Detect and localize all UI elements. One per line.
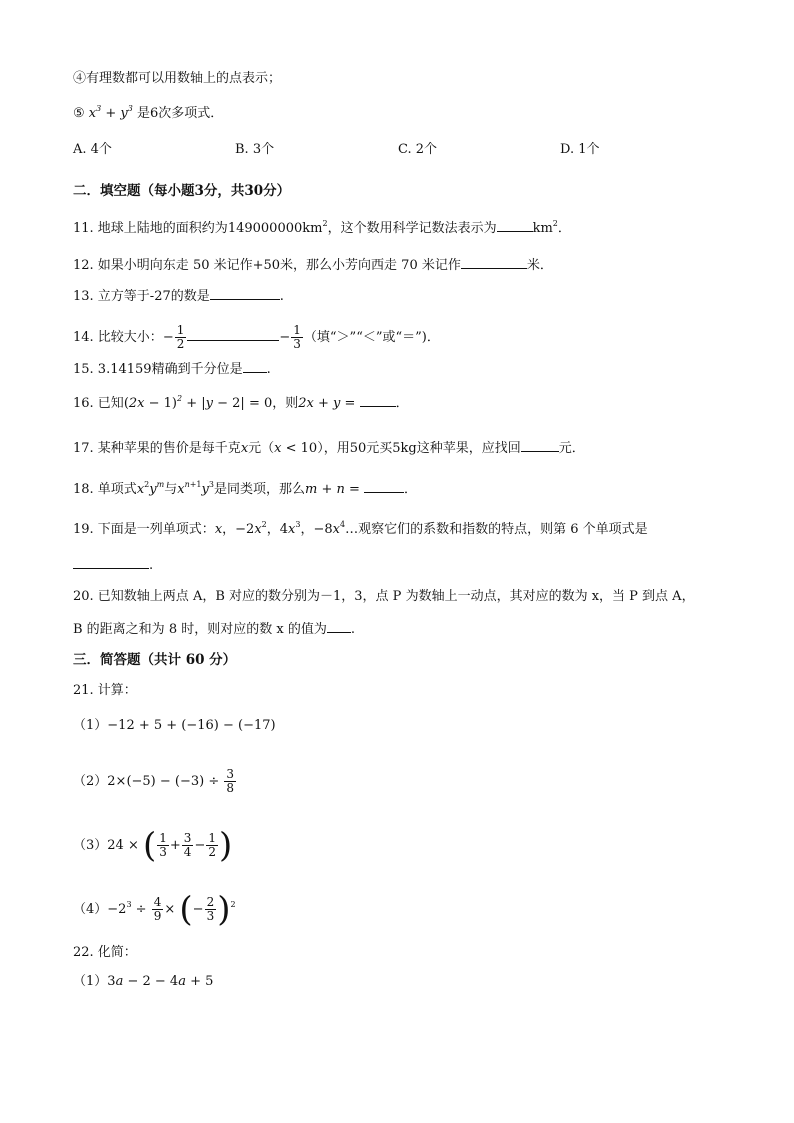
q21-part-3-label: （3） — [73, 838, 108, 853]
q21-part-4-expression: $-2^3$ ÷ $\frac{4}{9}$ × (− $\frac{2}{3}$ )$^2$ — [107, 889, 236, 930]
q20-end: . — [350, 622, 355, 637]
q21-part-4-label: （4） — [73, 902, 108, 917]
q18-text-c: 是同类项，那么 — [213, 482, 305, 497]
question-14: 14. 比较大小：− $\frac{1}{2}$ − $\frac{1}{3}$ （填“＞”“＜”或“＝”)． — [73, 323, 440, 351]
q21-part-1-label: （1） — [73, 718, 108, 733]
answer-options — [73, 141, 723, 159]
question-22-title: 22. 化简： — [73, 945, 137, 960]
q11-unit: km — [532, 221, 553, 236]
question-11: 11. 地球上陆地的面积约为$149000000km^2$，这个数用科学记数法表示为 $km^2$． — [73, 219, 571, 236]
q16-expression: 2x + y = — [298, 396, 356, 411]
q15-answer-blank[interactable] — [243, 360, 267, 373]
q16-text-mid: ，则 — [272, 396, 299, 411]
q13-text: 13. 立方等于-27的数是 — [73, 289, 210, 304]
question-13 — [73, 287, 284, 306]
q18-text-b: 与 — [164, 482, 178, 497]
q21-part-3-expression: 24 × ( $\frac{1}{3}$ + $\frac{3}{4}$ − $\frac{1}{2}$ ) — [107, 825, 233, 866]
q20-answer-blank[interactable] — [327, 620, 351, 633]
fraction-one-half: $\frac{1}{2}$ — [176, 323, 185, 351]
q17-text-c: ），用50元买5kg这种苹果，应找回 — [317, 441, 521, 456]
q18-monomial-1: $x^2y^m$ — [136, 480, 165, 497]
q15-end: . — [266, 362, 271, 377]
q18-end: ． — [404, 482, 418, 497]
q18-expression: m + n = — [304, 482, 360, 497]
question-12 — [73, 256, 553, 275]
q17-text: 17. 某种苹果的售价是每千克 — [73, 441, 241, 456]
option-d[interactable]: D. 1个 — [560, 142, 600, 157]
q11-text-b: ，这个数用科学记数法表示为 — [327, 221, 497, 236]
q12-end: 米． — [526, 258, 553, 273]
fraction-one-third: $\frac{1}{3}$ — [293, 323, 301, 351]
question-19-answer-line — [73, 556, 153, 575]
option-c[interactable]: C. 2个 — [398, 142, 438, 157]
question-19 — [73, 521, 648, 539]
question-21-title: 21. 计算： — [73, 683, 137, 698]
q20-text: B 的距离之和为 8 时，则对应的数 x 的值为 — [73, 622, 327, 637]
q18-text: 18. 单项式 — [73, 482, 137, 497]
q19-sequence: x，$-2x^2$，$4x^3$，$-8x^4$ — [214, 520, 346, 537]
q19-end: . — [149, 558, 154, 573]
q13-end: . — [279, 289, 284, 304]
q11-text: 11. 地球上陆地的面积约为 — [73, 221, 228, 236]
q22-part-1-label: （1） — [73, 974, 108, 989]
q19-text-b: …观察它们的系数和指数的特点，则第 6 个单项式是 — [345, 522, 648, 537]
question-17: 17. 某种苹果的售价是每千克x元（x < 10），用50元买5kg这种苹果，应找回 元． — [73, 441, 585, 456]
q22-part-1 — [73, 973, 213, 991]
q11-end: ． — [557, 221, 571, 236]
q15-text: 15. 3.14159精确到千分位是 — [73, 362, 243, 377]
q12-answer-blank[interactable] — [461, 256, 527, 269]
q18-monomial-2: $x^{n+1}y^3$ — [177, 480, 214, 497]
statement-5-marker: ⑤ — [73, 106, 85, 121]
statement-4: ④有理数都可以用数轴上的点表示； — [73, 71, 282, 86]
section-3-heading: 三．简答题（共计 60 分） — [73, 652, 237, 668]
q21-part-1-expression: −12 + 5 + (−16) − (−17) — [107, 718, 276, 733]
option-b[interactable]: B. 3个 — [235, 142, 275, 157]
question-15 — [73, 360, 271, 379]
q16-answer-blank[interactable] — [360, 394, 396, 407]
q18-answer-blank[interactable] — [364, 480, 404, 493]
q12-text: 12. 如果小明向东走 50 米记作+50米，那么小芳向西走 70 米记作 — [73, 258, 461, 273]
q22-part-1-expression: 3a − 2 − 4a + 5 — [107, 974, 214, 989]
q14-end: （填“＞”“＜”或“＝”)． — [303, 330, 440, 345]
q21-part-2-label: （2） — [73, 774, 108, 789]
question-18 — [73, 480, 417, 499]
q16-end: ． — [395, 396, 409, 411]
q17-end: 元． — [558, 441, 585, 456]
question-16 — [73, 394, 409, 413]
q21-part-1 — [73, 717, 276, 735]
q11-value: 149000000km — [227, 221, 323, 236]
q14-text: 14. 比较大小： — [73, 330, 163, 345]
section-2-heading: 二．填空题（每小题3分，共30分） — [73, 183, 291, 199]
statement-5 — [73, 105, 223, 123]
q16-equation: $(2x - 1)^2 + |y - 2| = 0$ — [123, 394, 273, 411]
q14-answer-blank[interactable] — [187, 328, 279, 341]
q21-part-3 — [73, 825, 233, 866]
q21-part-2-expression: 2×(−5) − (−3) ÷ $\frac{3}{8}$ — [107, 767, 235, 795]
q21-part-4 — [73, 889, 236, 930]
q16-text: 16. 已知 — [73, 396, 124, 411]
q11-answer-blank[interactable] — [497, 219, 533, 232]
q19-answer-blank[interactable] — [73, 556, 149, 569]
q21-part-2 — [73, 768, 237, 795]
q19-text: 19. 下面是一列单项式： — [73, 522, 215, 537]
option-a[interactable]: A. 4个 — [73, 142, 112, 157]
statement-5-text: 是6次多项式． — [136, 106, 224, 121]
question-20-line-2 — [73, 620, 355, 639]
question-20-line-1: 20. 已知数轴上两点 A，B 对应的数分别为－1，3，点 P 为数轴上一动点，其对应的数为 x，当 P 到点 A， — [73, 589, 695, 604]
q17-answer-blank[interactable] — [521, 439, 559, 452]
statement-5-expression: $x^3 + y^3$ — [84, 104, 133, 121]
q13-answer-blank[interactable] — [210, 287, 280, 300]
q17-text-b: 元（ — [248, 441, 275, 456]
